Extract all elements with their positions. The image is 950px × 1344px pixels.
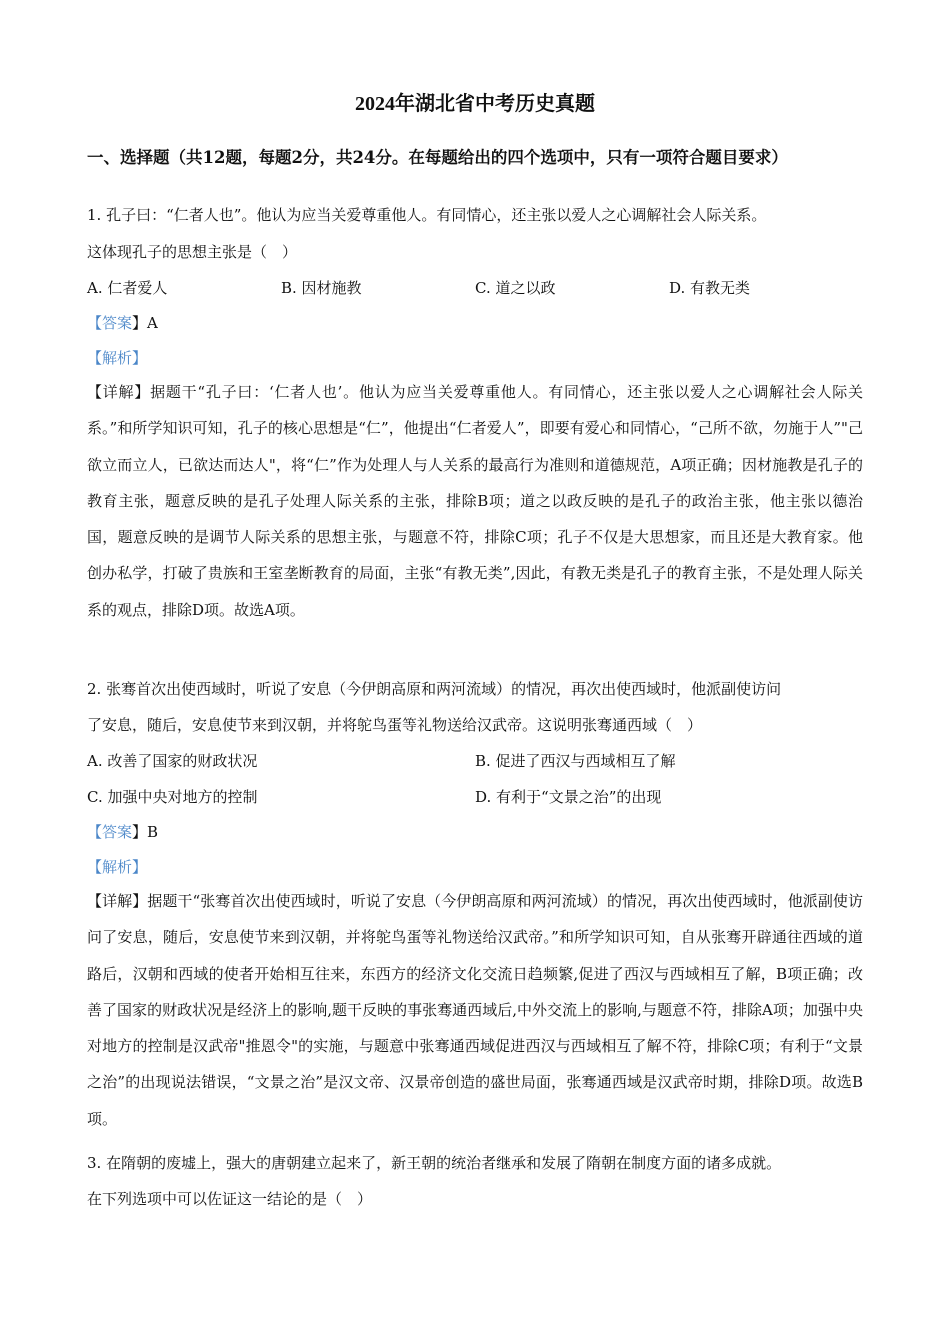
section-heading: 一、选择题（共12题，每题2分，共24分。在每题给出的四个选项中，只有一项符合题目要求） [87, 148, 788, 167]
question-2-detail [87, 883, 863, 1143]
question-2-stem-line-2: 了安息，随后，安息使节来到汉朝，并将鸵鸟蛋等礼物送给汉武帝。这说明张骞通西域（ ） [87, 716, 703, 734]
question-2-option-a: A. 改善了国家的财政状况 [87, 752, 258, 770]
question-2-option-d: D. 有利于“文景之治”的出现 [475, 788, 662, 806]
detail-tag: 【详解】 [87, 892, 148, 910]
question-1-option-a: A. 仁者爱人 [87, 279, 168, 297]
question-3-stem-line-1: 3. 在隋朝的废墟上，强大的唐朝建立起来了，新王朝的统治者继承和发展了隋朝在制度方面的诸多成就。 [87, 1154, 782, 1172]
question-1-option-c: C. 道之以政 [475, 279, 556, 297]
question-1-answer: 【答案】A [87, 314, 158, 332]
question-1-detail [87, 374, 863, 670]
question-2-option-b: B. 促进了西汉与西域相互了解 [475, 752, 676, 770]
page-title: 2024年湖北省中考历史真题 [355, 93, 595, 115]
answer-value: A [147, 314, 158, 332]
question-1-option-b: B. 因材施教 [281, 279, 362, 297]
question-2-analysis-tag: 【解析】 [87, 858, 148, 876]
question-1-stem-line-1: 1. 孔子曰：“仁者人也”。他认为应当关爱尊重他人。有同情心，还主张以爱人之心调解社会人际关系。 [87, 206, 767, 224]
question-3-stem-line-2: 在下列选项中可以佐证这一结论的是（ ） [87, 1190, 373, 1208]
question-1-analysis-tag: 【解析】 [87, 349, 148, 367]
question-2-answer: 【答案】B [87, 823, 159, 841]
question-2-option-c: C. 加强中央对地方的控制 [87, 788, 258, 806]
question-1-option-d: D. 有教无类 [669, 279, 751, 297]
answer-tag: 【答案 [87, 314, 133, 332]
detail-text: 据题干“孔子曰：‘仁者人也’。他认为应当关爱尊重他人。有同情心，还主张以爱人之心调解社会人际关系。”和所学知识可知，孔子的核心思想是“仁”，他提出“仁者爱人”，即要有爱心和同情心，“己所不欲，勿施于人”"己欲立而立人，已欲达而达人"，将“仁”作为处理人与人关系的最高行为准则和道德规范，A项正确；因材施教是孔子的教育主张，题意反映的是孔子处理人际关系的主张，排除B项；道之以政反映的是孔子的政治主张，他主张以德治国，题意反映的是调节人际关系的思想主张，与题意不符，排除C项；孔子不仅是大思想家，而且还是大教育家。他创办私学，打破了贵族和王室垄断教育的局面，主张“有教无类”,因此，有教无类是孔子的教育主张，不是处理人际关系的观点，排除D项。故选A项。 [87, 383, 863, 619]
question-1-stem-line-2: 这体现孔子的思想主张是（ ） [87, 243, 298, 261]
answer-tag: 【答案 [87, 823, 133, 841]
answer-value: B [147, 823, 159, 841]
detail-text: 据题干“张骞首次出使西域时，听说了安息（今伊朗高原和两河流域）的情况，再次出使西域时，他派副使访问了安息，随后，安息使节来到汉朝，并将鸵鸟蛋等礼物送给汉武帝。”和所学知识可知，自从张骞开辟通往西域的道路后，汉朝和西域的使者开始相互往来，东西方的经济文化交流日趋频繁,促进了西汉与西域相互了解，B项正确；改善了国家的财政状况是经济上的影响,题干反映的事张骞通西域后,中外交流上的影响,与题意不符，排除A项；加强中央对地方的控制是汉武帝"推恩令"的实施，与题意中张骞通西域促进西汉与西域相互了解不符，排除C项；有利于“文景之治”的出现说法错误，“文景之治”是汉文帝、汉景帝创造的盛世局面，张骞通西域是汉武帝时期，排除D项。故选B项。 [87, 892, 863, 1128]
detail-tag: 【详解】 [87, 383, 151, 401]
question-2-stem-line-1: 2. 张骞首次出使西域时，听说了安息（今伊朗高原和两河流域）的情况，再次出使西域时，他派副使访问 [87, 680, 782, 698]
